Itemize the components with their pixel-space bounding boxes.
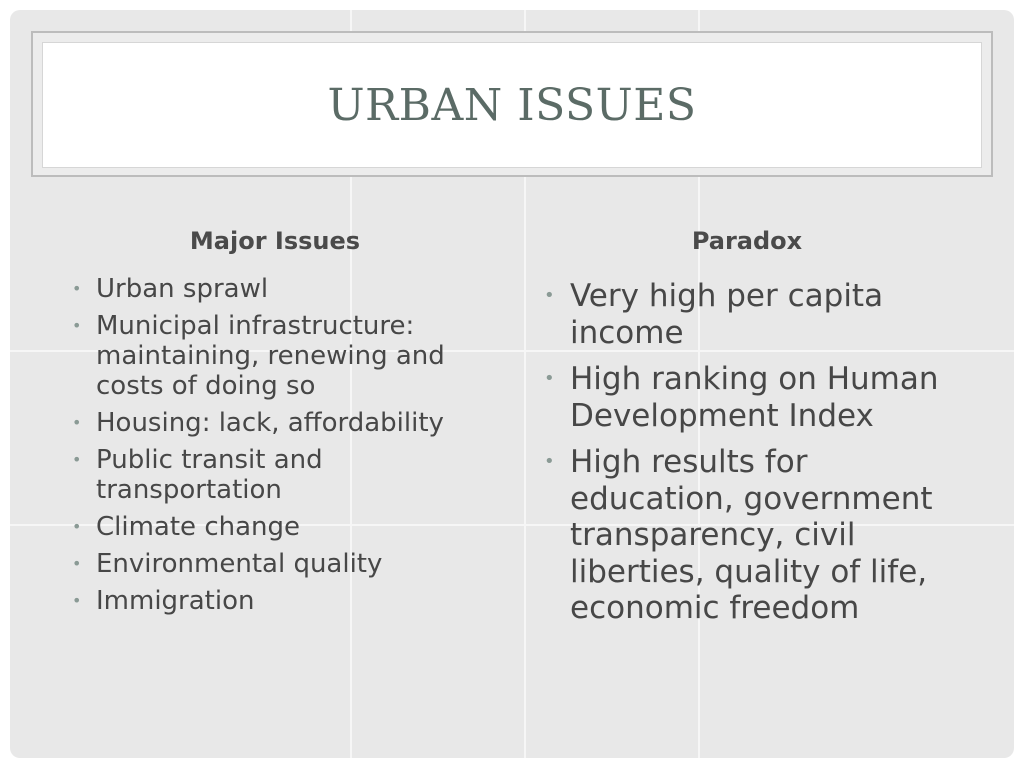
list-item: [72, 586, 492, 616]
list-item: [72, 512, 492, 542]
list-item-text: Public transit and transportation: [96, 445, 323, 505]
list-item-text: Urban sprawl: [96, 274, 269, 304]
bullet-icon: •: [72, 591, 82, 610]
bullet-icon: •: [544, 368, 555, 389]
bullet-icon: •: [72, 517, 82, 536]
list-item-text: High results for education, government transparency, civil liberties, quality of life, economic freedom: [570, 444, 933, 626]
paradox-list: [544, 278, 964, 637]
list-item-text: Municipal infrastructure: maintaining, renewing and costs of doing so: [96, 311, 445, 401]
list-item: [544, 444, 964, 627]
bullet-icon: •: [544, 285, 555, 306]
list-item: [72, 408, 492, 438]
list-item-text: High ranking on Human Development Index: [570, 361, 939, 434]
list-item-text: Environmental quality: [96, 549, 383, 579]
list-item: [72, 274, 492, 304]
bullet-icon: •: [544, 451, 555, 472]
slide: [10, 10, 1014, 758]
bullet-icon: •: [72, 279, 82, 298]
bullet-icon: •: [72, 554, 82, 573]
major-issues-list: [72, 274, 492, 623]
bullet-icon: •: [72, 413, 82, 432]
list-item-text: Climate change: [96, 512, 301, 542]
list-item-text: Immigration: [96, 586, 255, 616]
major-issues-heading: Major Issues: [189, 227, 361, 255]
list-item: [544, 278, 964, 351]
list-item: [72, 311, 492, 401]
list-item: [544, 361, 964, 434]
title-box: [42, 42, 982, 168]
list-item: [72, 445, 492, 505]
paradox-heading: Paradox: [691, 227, 803, 255]
slide-title: URBAN ISSUES: [327, 80, 697, 131]
bullet-icon: •: [72, 316, 82, 335]
list-item-text: Housing: lack, affordability: [96, 408, 444, 438]
title-frame: [31, 31, 993, 177]
list-item-text: Very high per capita income: [570, 278, 884, 351]
list-item: [72, 549, 492, 579]
bullet-icon: •: [72, 450, 82, 469]
